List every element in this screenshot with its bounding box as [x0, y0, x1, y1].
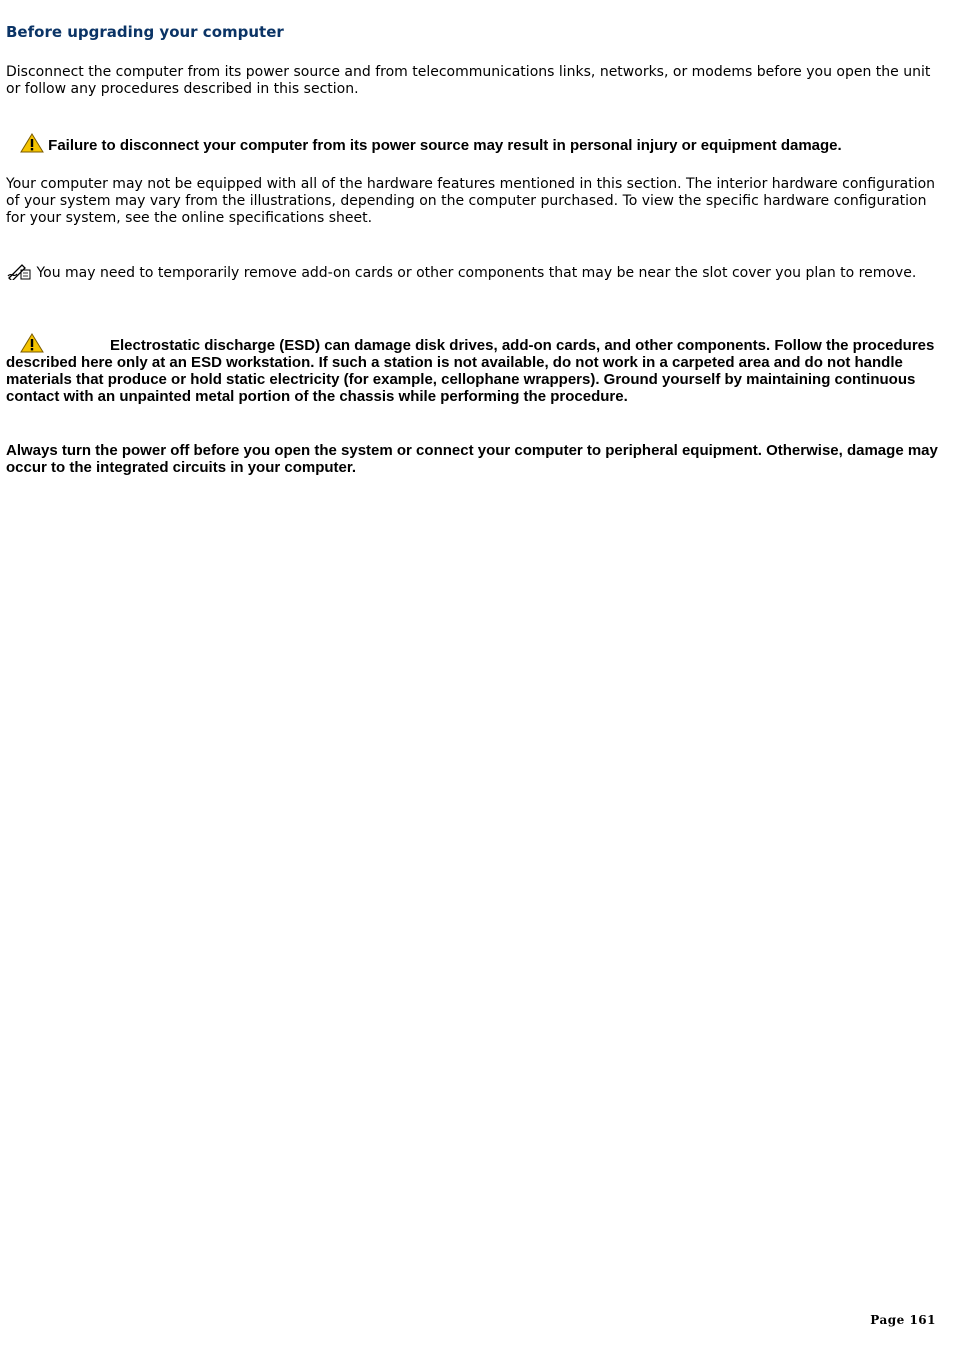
note-text: You may need to temporarily remove add-on cards or other components that may be near the slot cover you plan to remove. [36, 265, 917, 281]
esd-warning-text: Electrostatic discharge (ESD) can damage disk drives, add-on cards, and other components. Follow the procedures described here only at an ESD workstation. If such a station is not available, do not work in a carpeted area and do not handle materials that produce or hold static electricity (for example, cellophane wrappers). Ground yourself by maintaining continuous contact with an unpainted metal portion of the chassis while performing the procedure. [6, 337, 935, 405]
warning-icon [20, 133, 44, 153]
power-off-paragraph: Always turn the power off before you open the system or connect your computer to peripheral equipment. Otherwise, damage may occur to the integrated circuits in your computer. [6, 442, 938, 476]
page-title: Before upgrading your computer [6, 23, 284, 41]
power-warning-text: Failure to disconnect your computer from its power source may result in personal injury or equipment damage. [48, 137, 842, 154]
warning-icon [20, 333, 44, 353]
esd-warning [6, 333, 942, 405]
hardware-paragraph: Your computer may not be equipped with all of the hardware features mentioned in this section. The interior hardware configuration of your system may vary from the illustrations, depending on the computer purchased. To view the specific hardware configuration for your system, see the online specifications sheet. [6, 176, 936, 226]
note-block [6, 262, 942, 282]
power-warning [20, 133, 944, 154]
intro-paragraph: Disconnect the computer from its power source and from telecommunications links, networks, or modems before you open the unit or follow any procedures described in this section. [6, 64, 931, 97]
page-number: Page 161 [870, 1313, 936, 1327]
note-pen-icon [6, 262, 32, 280]
